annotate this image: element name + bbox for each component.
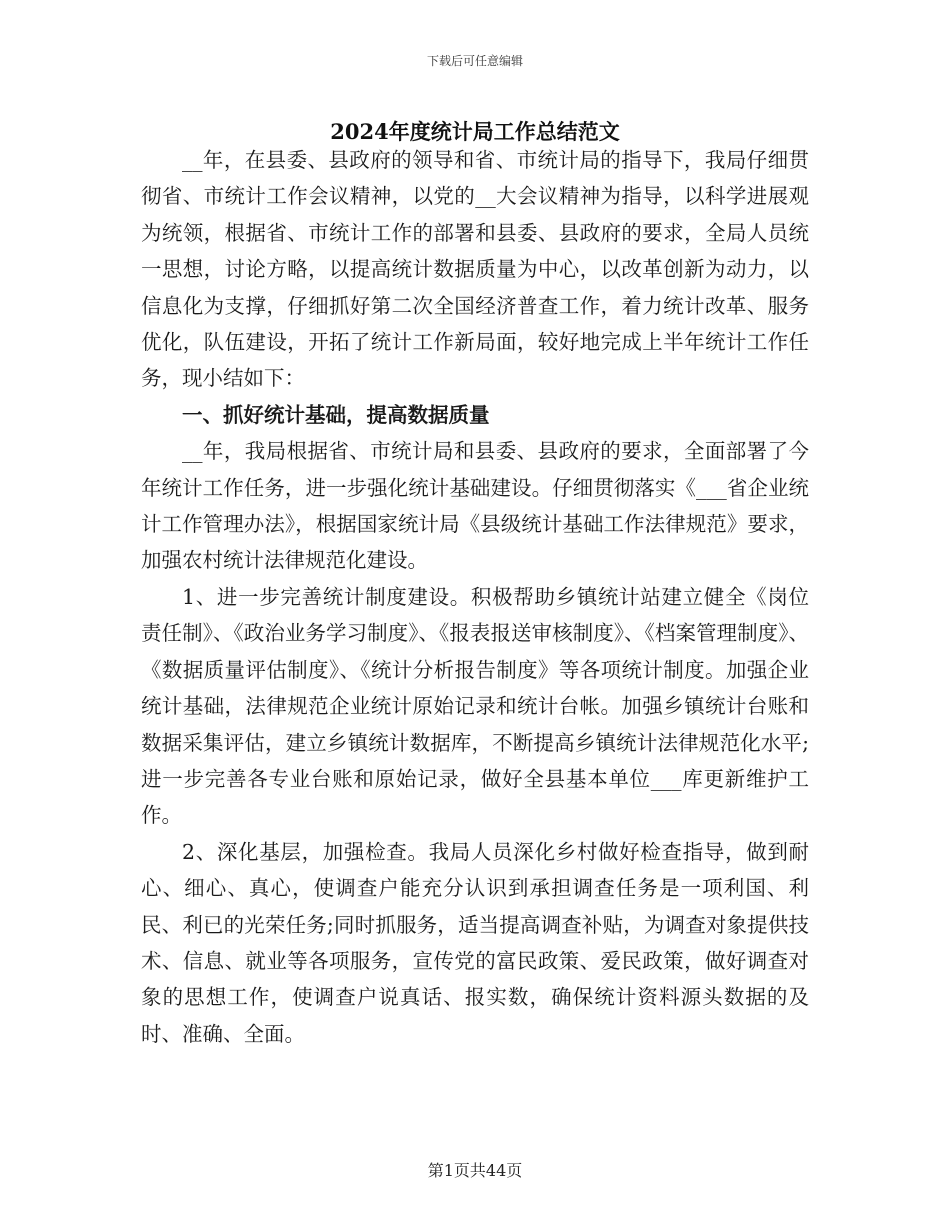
section-heading: 一、抓好统计基础，提高数据质量 — [182, 402, 490, 427]
paragraph-section-intro: __年，我局根据省、市统计局和县委、县政府的要求，全面部署了今年统计工作任务，进一步强化统计基础建设。仔细贯彻落实《___省企业统计工作管理办法》，根据国家统计局《县级统计基础工作法律规范》要求，加强农村统计法律规范化建设。 — [141, 439, 809, 573]
paragraph-intro: __年，在县委、县政府的领导和省、市统计局的指导下，我局仔细贯彻省、市统计工作会议精神，以党的__大会议精神为指导，以科学进展观为统领，根据省、市统计工作的部署和县委、县政府的要求，全局人员统一思想，讨论方略，以提高统计数据质量为中心，以改革创新为动力，以信息化为支撑，仔细抓好第二次全国经济普查工作，着力统计改革、服务优化，队伍建设，开拓了统计工作新局面，较好地完成上半年统计工作任务，现小结如下： — [141, 148, 809, 391]
document-title: 2024年度统计局工作总结范文 — [330, 119, 620, 144]
paragraph-item-1: 1、进一步完善统计制度建设。积极帮助乡镇统计站建立健全《岗位责任制》、《政治业务学习制度》、《报表报送审核制度》、《档案管理制度》、《数据质量评估制度》、《统计分析报告制度》等各项统计制度。加强企业统计基础，法律规范企业统计原始记录和统计台帐。加强乡镇统计台账和数据采集评估，建立乡镇统计数据库，不断提高乡镇统计法律规范化水平;进一步完善各专业台账和原始记录，做好全县基本单位___库更新维护工作。 — [141, 584, 809, 828]
paragraph-item-2: 2、深化基层，加强检查。我局人员深化乡村做好检查指导，做到耐心、细心、真心，使调查户能充分认识到承担调查任务是一项利国、利民、利已的光荣任务;同时抓服务，适当提高调查补贴，为调查对象提供技术、信息、就业等各项服务，宣传党的富民政策、爱民政策，做好调查对象的思想工作，使调查户说真话、报实数，确保统计资料源头数据的及时、准确、全面。 — [141, 839, 809, 1046]
document-body — [141, 142, 809, 1052]
page-number: 第1页共44页 — [427, 1161, 523, 1180]
header-note: 下载后可任意编辑 — [426, 54, 523, 68]
